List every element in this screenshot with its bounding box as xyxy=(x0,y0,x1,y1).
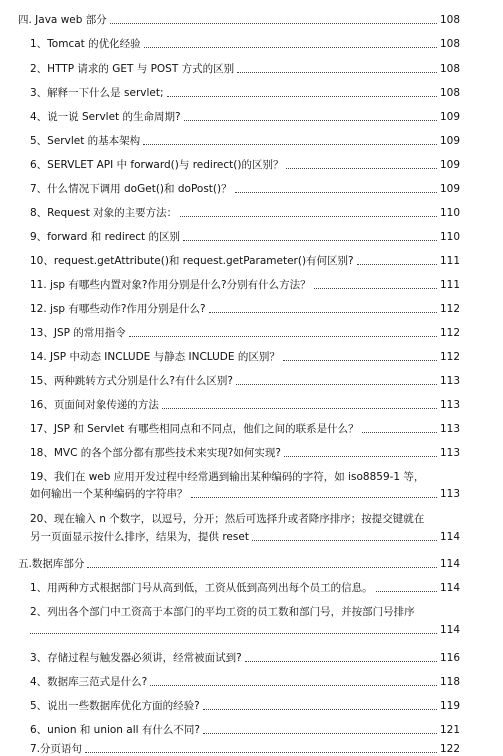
dot-leader xyxy=(203,733,437,734)
dot-leader xyxy=(180,216,437,217)
toc-page-number: 109 xyxy=(439,111,460,123)
toc-entry[interactable] xyxy=(30,111,460,124)
toc-page-number: 109 xyxy=(439,135,460,147)
toc-entry-title: 6、SERVLET API 中 forward()与 redirect()的区别？ xyxy=(30,159,284,171)
toc-page-number: 108 xyxy=(439,14,460,26)
toc-entry[interactable] xyxy=(30,207,460,220)
toc-page-number: 108 xyxy=(439,38,460,50)
toc-page-number: 113 xyxy=(439,447,460,459)
toc-entry-title-line1[interactable]: 19、我们在 web 应用开发过程中经常遇到输出某种编码的字符，如 iso8859-1 等， xyxy=(30,471,425,483)
toc-entry-title: 1、用两种方式根据部门号从高到低，工资从低到高列出每个员工的信息。 xyxy=(30,582,373,594)
toc-entry-title: 16、页面间对象传递的方法 xyxy=(30,399,159,411)
toc-entry-title: 7、什么情况下调用 doGet()和 doPost()？ xyxy=(30,183,232,195)
toc-page-number: 113 xyxy=(439,488,460,500)
toc-entry-title: 6、union 和 union all 有什么不同? xyxy=(30,724,200,736)
toc-page-number: 116 xyxy=(439,652,460,664)
toc-entry-title: 14. JSP 中动态 INCLUDE 与静态 INCLUDE 的区别？ xyxy=(30,351,280,363)
dot-leader xyxy=(376,591,437,592)
toc-page-number: 113 xyxy=(439,399,460,411)
toc-page-number: 121 xyxy=(439,724,460,736)
dot-leader xyxy=(209,312,437,313)
toc-entry-title: 4、说一说 Servlet 的生命周期? xyxy=(30,111,181,123)
toc-page-number: 113 xyxy=(439,423,460,435)
dot-leader xyxy=(314,288,437,289)
dot-leader xyxy=(362,432,437,433)
toc-entry-title: 3、存储过程与触发器必须讲，经常被面试到? xyxy=(30,652,242,664)
toc-entry-title: 5、Servlet 的基本架构 xyxy=(30,135,141,147)
toc-entry-title: 17、JSP 和 Servlet 有哪些相同点和不同点，他们之间的联系是什么？ xyxy=(30,423,359,435)
toc-entry-title: 2、HTTP 请求的 GET 与 POST 方式的区别 xyxy=(30,63,235,75)
toc-entry[interactable] xyxy=(30,423,460,436)
toc-entry[interactable] xyxy=(30,303,460,316)
toc-entry[interactable] xyxy=(30,724,460,737)
toc-entry[interactable] xyxy=(30,582,460,595)
toc-entry-title: 5、说出一些数据库优化方面的经验? xyxy=(30,700,200,712)
toc-page-number: 110 xyxy=(439,231,460,243)
toc-entry[interactable] xyxy=(30,375,460,388)
toc-entry-title: 11. jsp 有哪些内置对象?作用分别是什么?分别有什么方法？ xyxy=(30,279,311,291)
toc-page-number: 110 xyxy=(439,207,460,219)
dot-leader xyxy=(237,72,437,73)
toc-entry[interactable] xyxy=(30,63,460,76)
toc-page-number: 109 xyxy=(439,159,460,171)
dot-leader xyxy=(167,96,437,97)
toc-entry-title: 3、解释一下什么是 servlet; xyxy=(30,87,164,99)
dot-leader xyxy=(85,752,437,753)
dot-leader xyxy=(236,384,437,385)
toc-page-number: 114 xyxy=(439,558,460,570)
toc-entry-title: 15、两种跳转方式分别是什么?有什么区别? xyxy=(30,375,234,387)
toc-page-number: 108 xyxy=(439,63,460,75)
dot-leader xyxy=(184,120,437,121)
dot-leader xyxy=(286,168,437,169)
dot-leader xyxy=(284,456,437,457)
toc-page-number: 109 xyxy=(439,183,460,195)
dot-leader xyxy=(30,633,437,634)
dot-leader xyxy=(252,540,437,541)
toc-entry[interactable] xyxy=(30,743,460,756)
toc-entry-title: 1、Tomcat 的优化经验 xyxy=(30,38,141,50)
dot-leader xyxy=(143,144,437,145)
toc-page-number: 108 xyxy=(439,87,460,99)
dot-leader xyxy=(183,240,437,241)
dot-leader xyxy=(235,192,437,193)
toc-entry[interactable] xyxy=(30,183,460,196)
toc-entry-title: 18、MVC 的各个部分都有那些技术来实现?如何实现? xyxy=(30,447,281,459)
toc-entry[interactable] xyxy=(30,351,460,364)
toc-entry[interactable] xyxy=(30,159,460,172)
dot-leader xyxy=(283,360,437,361)
toc-entry-title-line1[interactable]: 20、现在输入 n 个数字，以逗号，分开；然后可选择升或者降序排序；按提交键就在 xyxy=(30,513,425,525)
toc-entry[interactable] xyxy=(30,700,460,713)
toc-entry-title-line1[interactable]: 2、列出各个部门中工资高于本部门的平均工资的员工数和部门号，并按部门号排序 xyxy=(30,606,415,618)
toc-entry[interactable] xyxy=(30,38,460,51)
toc-entry[interactable] xyxy=(30,87,460,100)
toc-page-number: 119 xyxy=(439,700,460,712)
toc-entry-title: 另一页面显示按什么排序，结果为，提供 reset xyxy=(30,531,249,543)
toc-page-number: 112 xyxy=(439,327,460,339)
dot-leader xyxy=(150,685,437,686)
toc-page-number: 114 xyxy=(439,531,460,543)
toc-entry-title: 四. Java web 部分 xyxy=(18,14,107,26)
toc-entry-title: 13、JSP 的常用指令 xyxy=(30,327,126,339)
toc-section-database[interactable] xyxy=(18,558,460,571)
toc-page-number: 114 xyxy=(439,582,460,594)
dot-leader xyxy=(357,264,437,265)
toc-entry-title: 4、数据库三范式是什么? xyxy=(30,676,148,688)
toc-entry[interactable] xyxy=(30,676,460,689)
dot-leader xyxy=(203,709,437,710)
toc-page-number: 112 xyxy=(439,351,460,363)
dot-leader xyxy=(191,497,437,498)
dot-leader xyxy=(129,336,437,337)
dot-leader xyxy=(87,567,437,568)
toc-entry[interactable] xyxy=(30,531,460,544)
toc-page-number: 111 xyxy=(439,279,460,291)
toc-entry[interactable] xyxy=(30,488,460,501)
toc-entry[interactable] xyxy=(30,255,460,268)
toc-page-number: 118 xyxy=(439,676,460,688)
toc-entry-title: 五.数据库部分 xyxy=(18,558,85,570)
toc-page-number: 113 xyxy=(439,375,460,387)
toc-entry-title: 如何输出一个某种编码的字符串？ xyxy=(30,488,188,500)
dot-leader xyxy=(144,47,437,48)
toc-entry-title: 8、Request 对象的主要方法： xyxy=(30,207,178,219)
toc-page-number: 111 xyxy=(439,255,460,267)
dot-leader xyxy=(162,408,437,409)
toc-entry[interactable] xyxy=(30,399,460,412)
toc-entry[interactable] xyxy=(30,624,460,637)
dot-leader xyxy=(245,661,437,662)
toc-entry[interactable] xyxy=(30,135,460,148)
toc-entry-title: 9、forward 和 redirect 的区别 xyxy=(30,231,181,243)
toc-entry[interactable] xyxy=(30,652,460,665)
toc-entry-title: 12. jsp 有哪些动作?作用分别是什么? xyxy=(30,303,206,315)
toc-entry[interactable] xyxy=(30,327,460,340)
toc-entry-title: 7.分页语句 xyxy=(30,743,83,755)
toc-page-number: 114 xyxy=(439,624,460,636)
toc-entry[interactable] xyxy=(30,231,460,244)
dot-leader xyxy=(110,23,437,24)
toc-page-number: 122 xyxy=(439,743,460,755)
toc-section-java-web[interactable] xyxy=(18,14,460,27)
toc-entry-title: 10、request.getAttribute()和 request.getParameter()有何区别? xyxy=(30,255,354,267)
toc-page-number: 112 xyxy=(439,303,460,315)
toc-entry[interactable] xyxy=(30,447,460,460)
toc-entry[interactable] xyxy=(30,279,460,292)
